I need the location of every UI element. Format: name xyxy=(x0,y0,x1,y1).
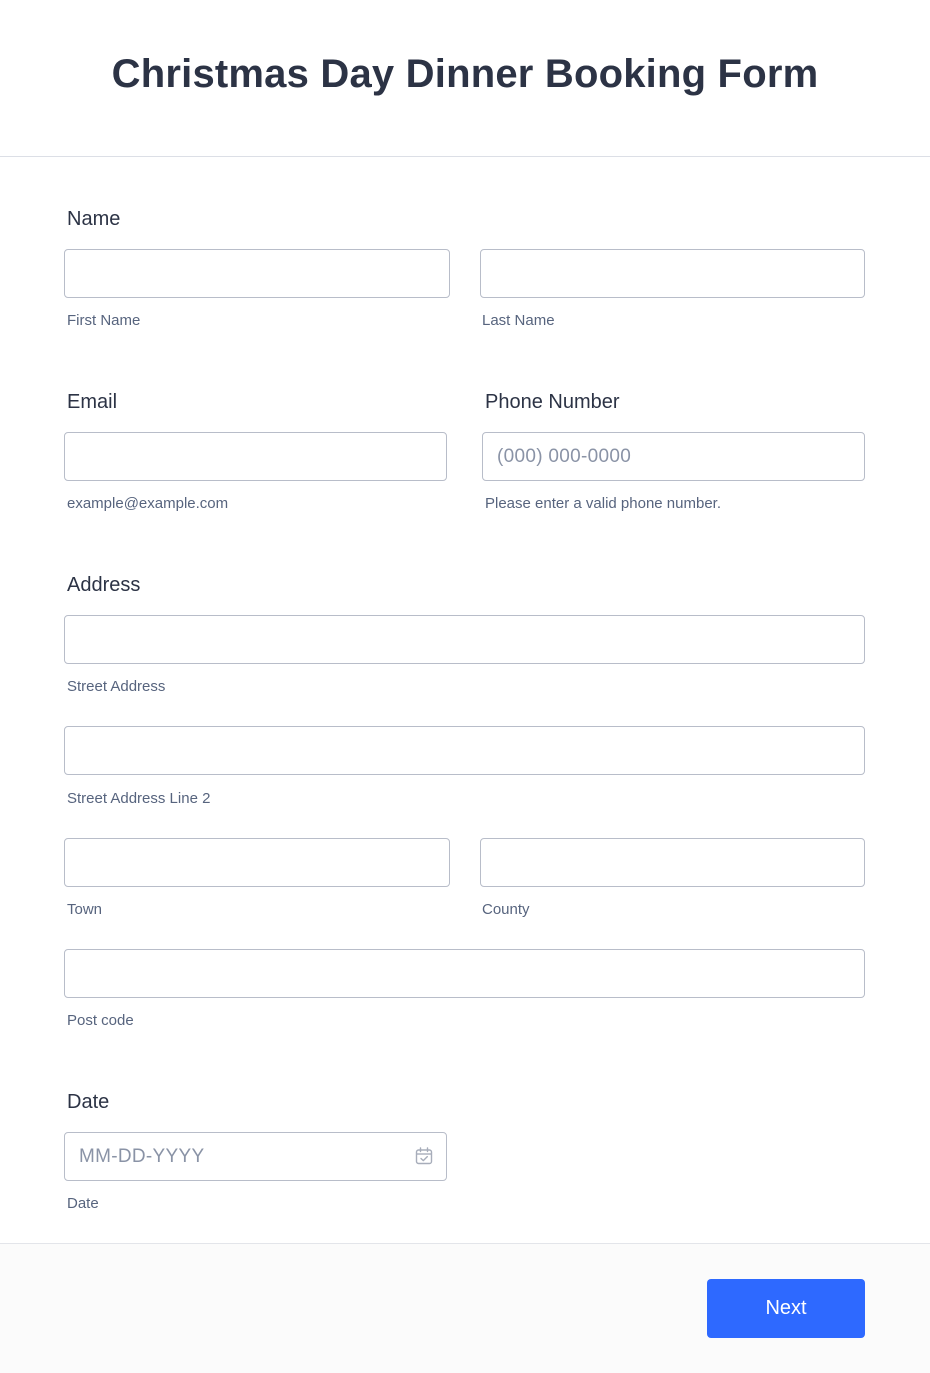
street-address-sublabel: Street Address xyxy=(67,678,166,695)
form-header xyxy=(0,0,930,157)
form-footer xyxy=(0,1243,930,1373)
county-input[interactable] xyxy=(480,838,865,887)
first-name-sublabel: First Name xyxy=(67,312,141,329)
date-label: Date xyxy=(67,1091,110,1113)
first-name-input[interactable] xyxy=(64,249,450,298)
email-sublabel: example@example.com xyxy=(67,495,229,512)
postcode-input[interactable] xyxy=(64,949,865,998)
postcode-sublabel: Post code xyxy=(67,1012,134,1029)
town-sublabel: Town xyxy=(67,901,103,918)
last-name-input[interactable] xyxy=(480,249,865,298)
town-input[interactable] xyxy=(64,838,450,887)
street-address-line2-sublabel: Street Address Line 2 xyxy=(67,790,211,807)
date-sublabel: Date xyxy=(67,1195,99,1212)
email-label: Email xyxy=(67,391,118,413)
date-input[interactable] xyxy=(64,1132,447,1181)
phone-sublabel: Please enter a valid phone number. xyxy=(485,495,721,512)
phone-input[interactable] xyxy=(482,432,865,481)
street-address-input[interactable] xyxy=(64,615,865,664)
name-label: Name xyxy=(67,208,121,230)
email-input[interactable] xyxy=(64,432,447,481)
address-label: Address xyxy=(67,574,141,596)
phone-placeholder: (000) 000-0000 xyxy=(497,446,632,467)
date-placeholder: MM-DD-YYYY xyxy=(79,1146,205,1167)
next-button[interactable]: Next xyxy=(707,1279,865,1338)
calendar-icon[interactable] xyxy=(415,1147,433,1165)
street-address-line2-input[interactable] xyxy=(64,726,865,775)
county-sublabel: County xyxy=(482,901,530,918)
last-name-sublabel: Last Name xyxy=(482,312,555,329)
form-title: Christmas Day Dinner Booking Form xyxy=(111,52,819,96)
phone-label: Phone Number xyxy=(485,391,620,413)
